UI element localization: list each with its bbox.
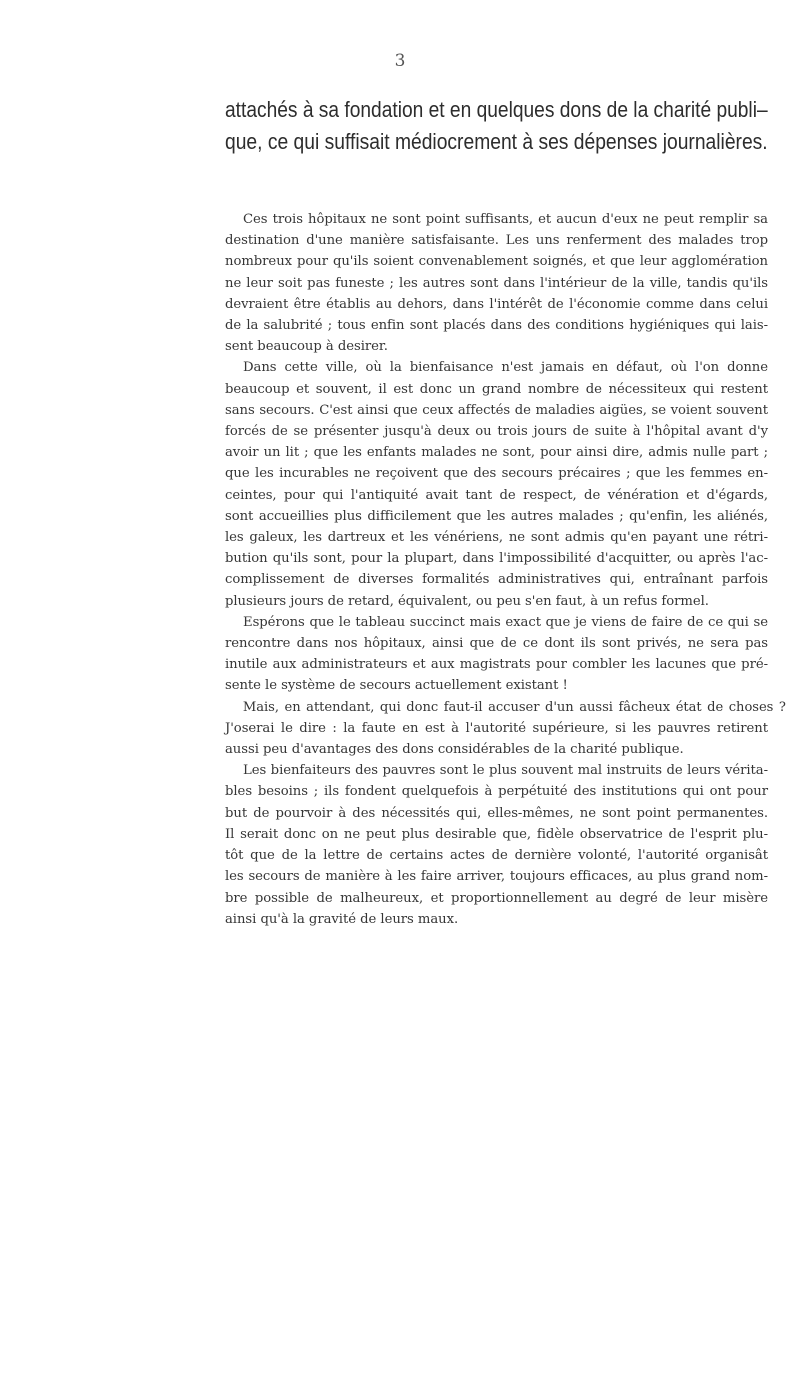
text-line: sente le système de secours actuellement existant ! [225,678,568,694]
text-line: que les incurables ne reçoivent que des secours précaires ; que les femmes en- [225,466,768,482]
text-line: aussi peu d'avantages des dons considérables de la charité publique. [225,742,684,758]
text-line: sent beaucoup à desirer. [225,339,388,355]
lead-paragraph [225,94,768,158]
text-line: Mais, en attendant, qui donc faut-il accuser d'un aussi fâcheux état de choses ? [242,699,786,715]
text-line: sans secours. C'est ainsi que ceux affectés de maladies aigües, se voient souvent [225,402,768,418]
text-line: ainsi qu'à la gravité de leurs maux. [225,911,459,927]
body-text [225,209,786,930]
page-number: 3 [394,51,406,71]
text-line: bre possible de malheureux, et proportionnellement au degré de leur misère [225,890,768,906]
text-line: ceintes, pour qui l'antiquité avait tant de respect, de vénération et d'égards, [225,487,768,503]
text-line: Les bienfaiteurs des pauvres sont le plus souvent mal instruits de leurs vérita- [243,763,768,779]
text-line: nombreux pour qu'ils soient convenablement soignés, et que leur agglomération [225,254,768,270]
text-line: sont accueillies plus difficilement que les autres malades ; qu'enfin, les aliénés, [225,508,768,524]
text-line: destination d'une manière satisfaisante. Les uns renferment des malades trop [225,233,768,249]
lead-line: que, ce qui suffisait médiocrement à ses dépenses journalières. [225,129,768,154]
text-line: but de pourvoir à des nécessités qui, elles-mêmes, ne sont point permanentes. [225,805,768,821]
text-line: beaucoup et souvent, il est donc un grand nombre de nécessiteux qui restent [225,381,768,397]
text-line: les galeux, les dartreux et les vénériens, ne sont admis qu'en payant une rétri- [225,530,768,546]
text-line: avoir un lit ; que les enfants malades ne sont, pour ainsi dire, admis nulle part ; [225,445,768,461]
lead-line: attachés à sa fondation et en quelques dons de la charité publi– [225,97,768,122]
text-line: bles besoins ; ils fondent quelquefois à perpétuité des institutions qui ont pour [225,784,768,800]
text-line: Ces trois hôpitaux ne sont point suffisants, et aucun d'eux ne peut remplir sa [243,212,768,227]
text-line: rencontre dans nos hôpitaux, ainsi que de ce dont ils sont privés, ne sera pas [225,636,768,652]
text-line: J'oserai le dire : la faute en est à l'autorité supérieure, si les pauvres retirent [225,720,768,736]
text-line: inutile aux administrateurs et aux magistrats pour combler les lacunes que pré- [225,657,768,673]
text-line: ne leur soit pas funeste ; les autres sont dans l'intérieur de la ville, tandis qu'ils [225,275,768,291]
text-line: de la salubrité ; tous enfin sont placés dans des conditions hygiéniques qui lais- [225,318,768,334]
text-line: tôt que de la lettre de certains actes de dernière volonté, l'autorité organisât [225,848,768,864]
text-line: Il serait donc on ne peut plus desirable que, fidèle observatrice de l'esprit plu- [225,826,768,842]
text-line: forcés de se présenter jusqu'à deux ou trois jours de suite à l'hôpital avant d'y [225,424,768,440]
text-line: les secours de manière à les faire arriver, toujours efficaces, au plus grand nom- [225,869,768,885]
text-line: bution qu'ils sont, pour la plupart, dans l'impossibilité d'acquitter, ou après l'ac- [225,551,768,567]
text-line: Espérons que le tableau succinct mais exact que je viens de faire de ce qui se [243,614,768,630]
text-line: Dans cette ville, où la bienfaisance n'est jamais en défaut, où l'on donne [243,360,768,376]
text-line: devraient être établis au dehors, dans l'intérêt de l'économie comme dans celui [225,296,768,312]
text-line: complissement de diverses formalités administratives qui, entraînant parfois [225,572,768,588]
text-line: plusieurs jours de retard, équivalent, ou peu s'en faut, à un refus formel. [225,593,709,609]
